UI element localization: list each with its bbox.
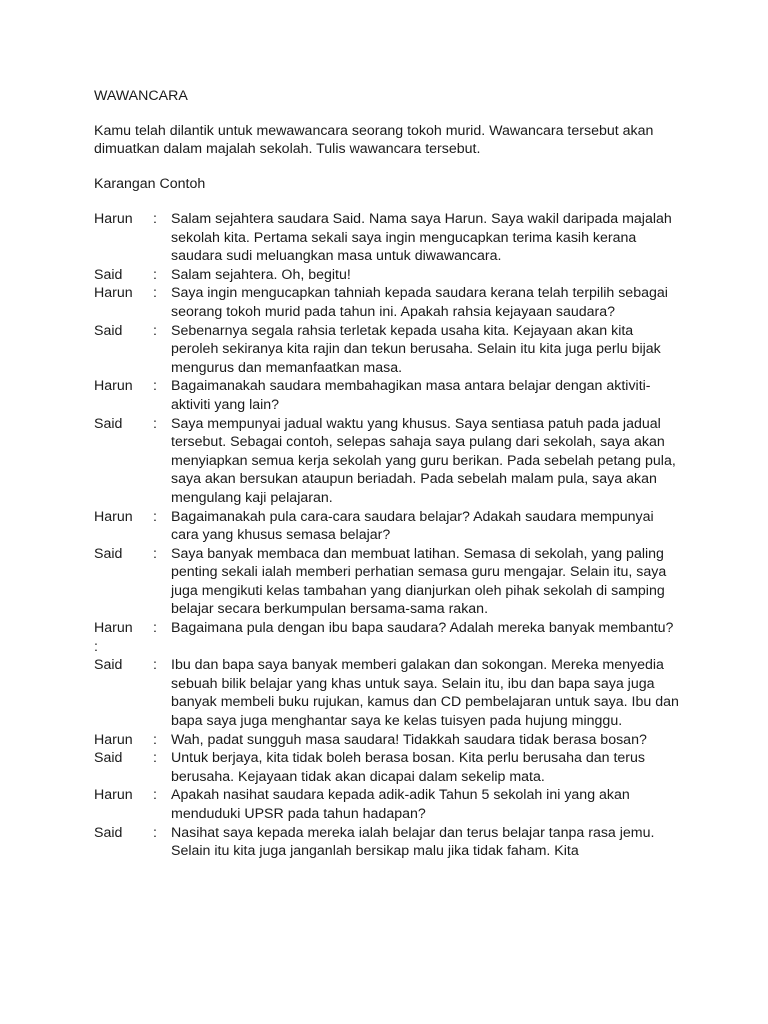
speaker-separator: :: [153, 731, 157, 748]
speaker-separator: :: [153, 545, 157, 562]
speaker-name: Harun: [94, 378, 133, 395]
speaker-separator: :: [153, 415, 157, 432]
speaker-name: Harun: [94, 620, 133, 637]
speech-text: Apakah nasihat saudara kepada adik-adik Tahun 5 sekolah ini yang akan menduduki UPSR pada tahun hadapan?: [171, 787, 630, 822]
dialogue-list: [94, 210, 694, 861]
speaker-separator: :: [153, 285, 157, 302]
dialogue-turn: [94, 415, 694, 508]
speech-text: Saya banyak membaca dan membuat latihan. Semasa di sekolah, yang paling penting sekali ialah memberi perhatian semasa guru mengajar. Selain itu, saya juga mengikuti kelas tambahan yang dianjurkan oleh pihak sekolah di samping belajar secara berkumpulan bersama-sama rakan.: [171, 545, 667, 618]
dialogue-turn: [94, 824, 694, 861]
speaker-name: Said: [94, 322, 123, 339]
speaker-name: Harun: [94, 731, 133, 748]
speaker-name: Said: [94, 750, 123, 767]
speaker-name: Harun: [94, 787, 133, 804]
dialogue-turn: [94, 377, 694, 414]
speaker-name: Said: [94, 415, 123, 432]
speaker-stray-colon: :: [94, 638, 98, 655]
speech-text: Salam sejahtera. Oh, begitu!: [171, 266, 351, 283]
speaker-separator: :: [153, 750, 157, 767]
speech-text: Sebenarnya segala rahsia terletak kepada usaha kita. Kejayaan akan kita peroleh sekiranya kita rajin dan tekun berusaha. Selain itu kita juga perlu bijak mengurus dan memanfaatkan masa.: [171, 322, 661, 376]
speech-text: Ibu dan bapa saya banyak memberi galakan dan sokongan. Mereka menyedia sebuah bilik belajar yang khas untuk saya. Selain itu, ibu dan bapa saya juga banyak membeli buku rujukan, kamus dan CD pembelajaran untuk saya. Ibu dan bapa saya juga menghantar saya ke kelas tuisyen pada hujung minggu.: [171, 657, 679, 730]
speaker-name: Harun: [94, 211, 133, 227]
speech-text: Nasihat saya kepada mereka ialah belajar dan terus belajar tanpa rasa jemu. Selain itu kita juga janganlah bersikap malu jika tidak faham. Kita: [171, 824, 655, 860]
task-instruction: Kamu telah dilantik untuk mewawancara seorang tokoh murid. Wawancara tersebut akan dimuatkan dalam majalah sekolah. Tulis wawancara tersebut.: [94, 123, 654, 157]
speech-text: Untuk berjaya, kita tidak boleh berasa bosan. Kita perlu berusaha dan terus berusaha. Kejayaan tidak akan dicapai dalam sekelip mata.: [171, 750, 645, 785]
dialogue-turn: [94, 322, 694, 378]
dialogue-turn: [94, 656, 694, 730]
speaker-separator: :: [153, 266, 157, 283]
speaker-name: Harun: [94, 285, 133, 302]
dialogue-turn: [94, 284, 694, 321]
speech-text: Saya mempunyai jadual waktu yang khusus. Saya sentiasa patuh pada jadual tersebut. Sebagai contoh, selepas sahaja saya pulang dari sekolah, saya akan menyiapkan semua kerja sekolah yang guru berikan. Pada sebelah petang pula, saya akan bersukan ataupun beriadah. Pada sebelah malam pula, saya akan mengulang kaji pelajaran.: [171, 415, 676, 506]
speaker-separator: :: [153, 824, 157, 841]
speaker-separator: :: [153, 378, 157, 395]
speaker-name: Said: [94, 266, 123, 283]
speaker-name: Harun: [94, 508, 133, 525]
speech-text: Salam sejahtera saudara Said. Nama saya Harun. Saya wakil daripada majalah sekolah kita. Pertama sekali saya ingin mengucapkan terima kasih kerana saudara sudi meluangkan masa untuk diwawancara.: [171, 211, 672, 265]
speaker-name: Said: [94, 824, 123, 841]
speaker-separator: :: [153, 322, 157, 339]
speaker-separator: :: [153, 620, 157, 637]
document-page: [94, 87, 694, 861]
speech-text: Saya ingin mengucapkan tahniah kepada saudara kerana telah terpilih sebagai seorang tokoh murid pada tahun ini. Apakah rahsia kejayaan saudara?: [171, 285, 668, 320]
speaker-separator: :: [153, 508, 157, 525]
dialogue-turn: [94, 731, 694, 750]
document-title: WAWANCARA: [94, 88, 188, 104]
speaker-name: Said: [94, 545, 123, 562]
dialogue-turn: [94, 508, 694, 545]
speech-text: Bagaimanakah saudara membahagikan masa antara belajar dengan aktiviti-aktiviti yang lain?: [171, 378, 651, 413]
speech-text: Bagaimanakah pula cara-cara saudara belajar? Adakah saudara mempunyai cara yang khusus semasa belajar?: [171, 508, 654, 544]
dialogue-turn: [94, 786, 694, 823]
speech-text: Bagaimana pula dengan ibu bapa saudara? Adalah mereka banyak membantu?: [171, 620, 674, 637]
speech-text: Wah, padat sungguh masa saudara! Tidakkah saudara tidak berasa bosan?: [171, 731, 647, 748]
speaker-separator: :: [153, 657, 157, 674]
section-subtitle: Karangan Contoh: [94, 176, 206, 192]
dialogue-turn: [94, 545, 694, 619]
speaker-separator: :: [153, 211, 157, 227]
speaker-cell: [94, 619, 153, 656]
speaker-name: Said: [94, 657, 123, 674]
dialogue-turn: [94, 210, 694, 266]
dialogue-turn: [94, 619, 694, 656]
dialogue-turn: [94, 266, 694, 285]
dialogue-turn: [94, 749, 694, 786]
speaker-separator: :: [153, 787, 157, 804]
